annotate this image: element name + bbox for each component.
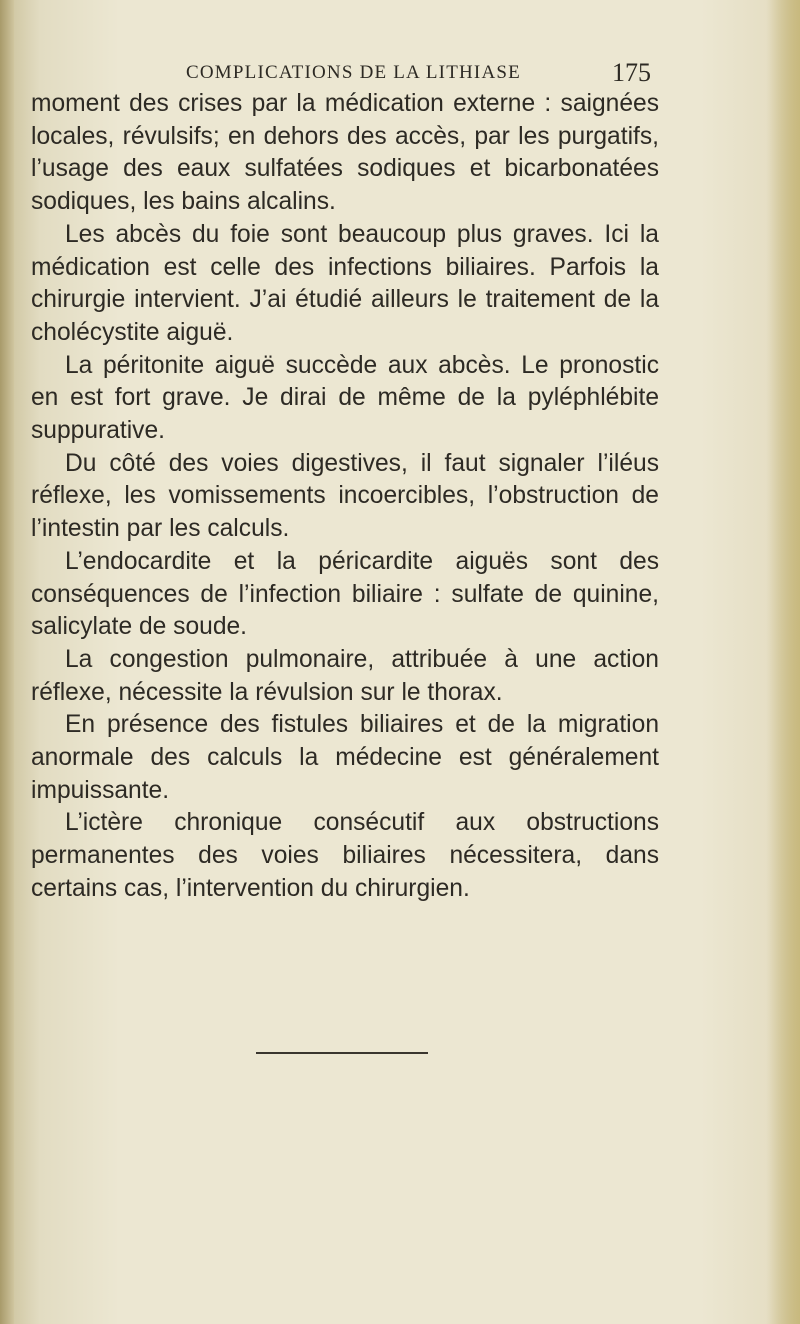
paragraph: Du côté des voies digestives, il faut signaler l’iléus réflexe, les vomissements incoercibles, l’obstruction de l’intestin par les calculs.: [31, 449, 659, 543]
paragraph: La péritonite aiguë succède aux abcès. Le pronostic en est fort grave. Je dirai de même de la pyléphlébite suppurative.: [31, 351, 659, 445]
paragraph: moment des crises par la médication externe : saignées locales, révulsifs; en dehors des accès, par les purgatifs, l’usage des eaux sulfatées sodiques et bicarbonatées sodiques, les bains alcalins.: [31, 90, 659, 216]
body-text: [31, 88, 659, 906]
paragraph: Les abcès du foie sont beaucoup plus graves. Ici la médication est celle des infections biliaires. Parfois la chirurgie intervient. J’ai étudié ailleurs le traitement de la cholécystite aiguë.: [31, 220, 659, 346]
running-header: COMPLICATIONS DE LA LITHIASE: [186, 62, 521, 83]
section-end-rule: [256, 1052, 428, 1054]
paragraph: L’endocardite et la péricardite aiguës sont des conséquences de l’infection biliaire : sulfate de quinine, salicylate de soude.: [31, 547, 659, 641]
page-right-edge: [766, 0, 800, 1324]
page-number: 175: [612, 58, 651, 87]
page-binding-edge: [0, 0, 14, 1324]
paragraph: La congestion pulmonaire, attribuée à une action réflexe, nécessite la révulsion sur le thorax.: [31, 645, 659, 706]
paragraph: L’ictère chronique consécutif aux obstructions permanentes des voies biliaires nécessitera, dans certains cas, l’intervention du chirurgien.: [31, 809, 659, 902]
paragraph: En présence des fistules biliaires et de la migration anormale des calculs la médecine est généralement impuissante.: [31, 711, 659, 804]
